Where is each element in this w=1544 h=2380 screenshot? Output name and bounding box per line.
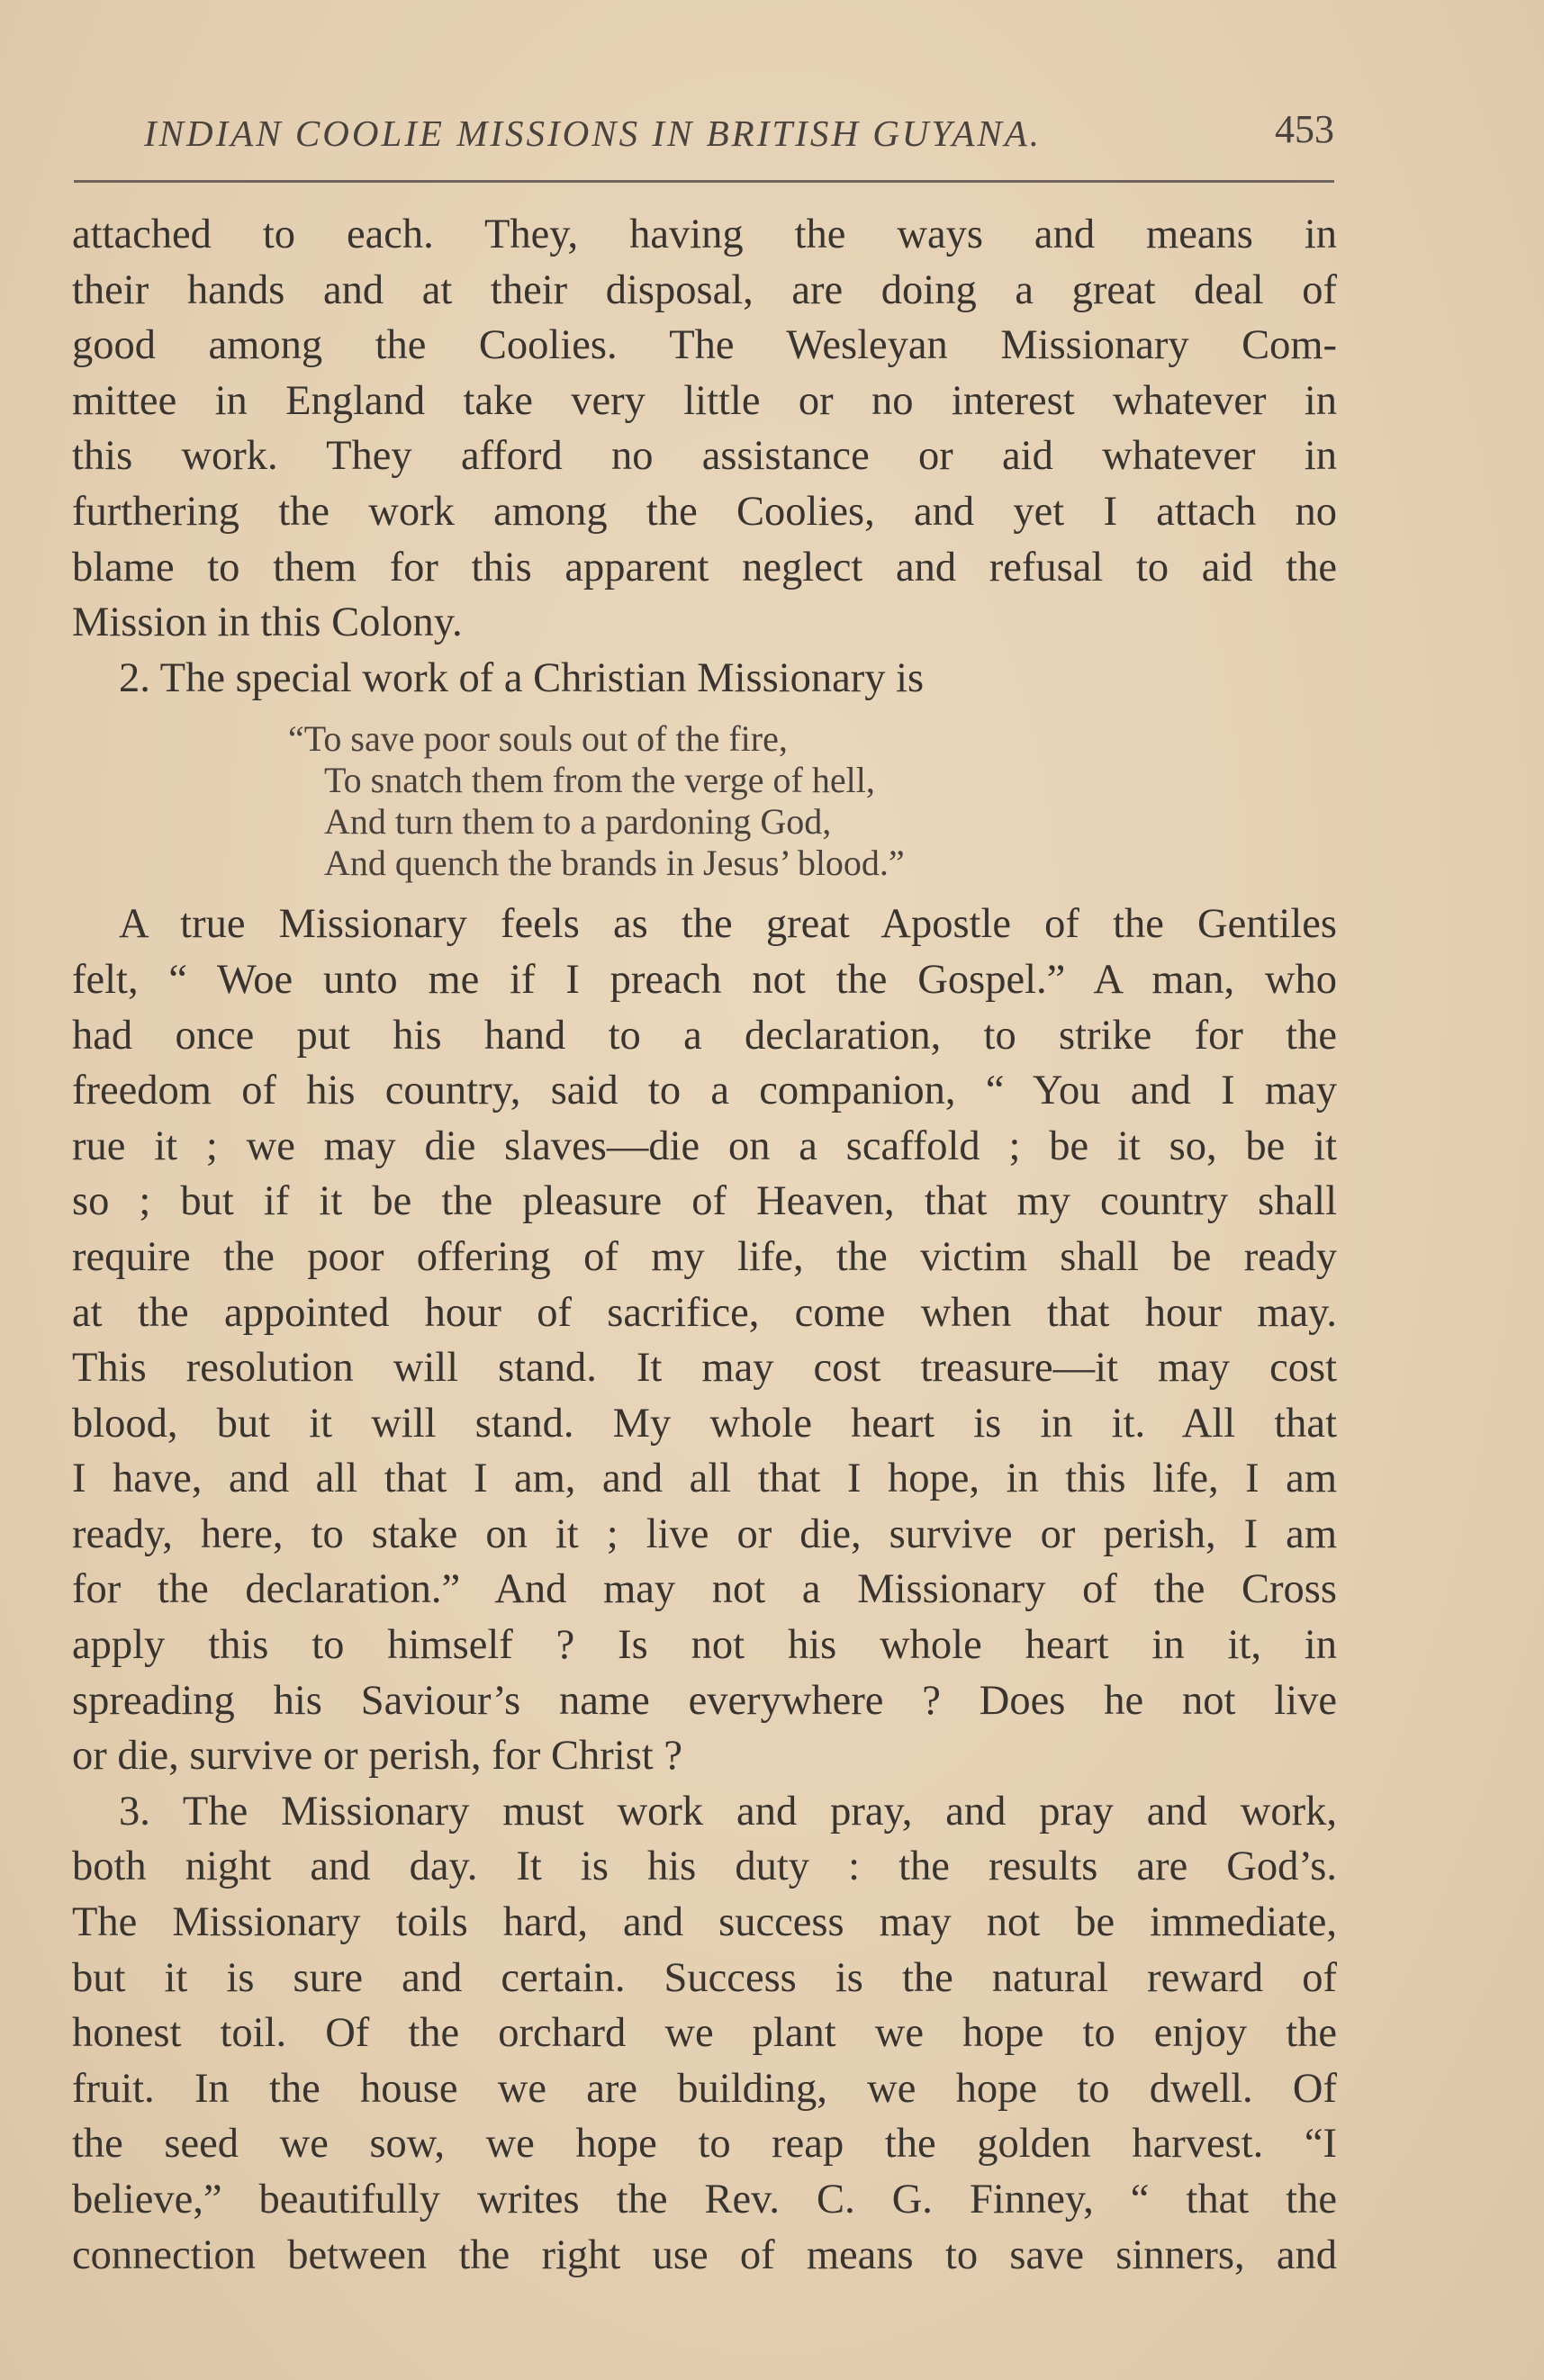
text-line: mittee in England take very little or no interest whatever in — [72, 377, 1337, 424]
page-header — [72, 99, 1332, 162]
paragraph-3 — [72, 897, 1337, 1784]
text-line: connection between the right use of means to save sinners, and — [72, 2231, 1337, 2278]
verse-line: And turn them to a pardoning God, — [324, 801, 832, 843]
text-line: require the poor offering of my life, the victim shall be ready — [72, 1233, 1337, 1280]
body-text — [72, 207, 1337, 2283]
verse-line: “To save poor souls out of the fire, — [288, 718, 788, 760]
text-line: good among the Coolies. The Wesleyan Missionary Com- — [72, 322, 1337, 369]
text-line: their hands and at their disposal, are doing a great deal of — [72, 266, 1337, 313]
text-line: A true Missionary feels as the great Apostle of the Gentiles — [119, 901, 1337, 948]
page-number: 453 — [1275, 107, 1334, 151]
paragraph-2 — [72, 651, 1337, 707]
text-line: Mission in this Colony. — [72, 600, 463, 646]
text-line: believe,” beautifully writes the Rev. C. G. Finney, “ that the — [72, 2177, 1337, 2222]
text-line: The Missionary toils hard, and success may not be immediate, — [72, 1899, 1337, 1946]
text-line: ready, here, to stake on it ; live or die, survive or perish, I am — [72, 1510, 1337, 1557]
paragraph-4 — [72, 1784, 1337, 2283]
text-line: at the appointed hour of sacrifice, come when that hour may. — [72, 1289, 1337, 1336]
paragraph-1 — [72, 207, 1337, 651]
text-line: felt, “ Woe unto me if I preach not the Gospel.” A man, who — [72, 956, 1337, 1003]
text-line: had once put his hand to a declaration, to strike for the — [72, 1012, 1337, 1059]
text-line: both night and day. It is his duty : the results are God’s. — [72, 1844, 1337, 1890]
text-line: 2. The special work of a Christian Missionary is — [119, 654, 925, 701]
text-line: This resolution will stand. It may cost treasure—it may cost — [72, 1345, 1337, 1392]
text-line: I have, and all that I am, and all that I hope, in this life, I am — [72, 1456, 1337, 1502]
header-rule — [74, 180, 1334, 183]
text-line: apply this to himself ? Is not his whole heart in it, in — [72, 1622, 1337, 1669]
text-line: blame to them for this apparent neglect and refusal to aid the — [72, 544, 1337, 590]
text-line: for the declaration.” And may not a Missionary of the Cross — [72, 1566, 1337, 1613]
running-title: INDIAN COOLIE MISSIONS IN BRITISH GUYANA. — [144, 113, 1043, 154]
text-line: but it is sure and certain. Success is the natural reward of — [72, 1954, 1337, 2001]
text-line: 3. The Missionary must work and pray, and pray and work, — [119, 1788, 1337, 1835]
verse-quotation — [72, 718, 1337, 884]
text-line: blood, but it will stand. My whole heart is in it. All that — [72, 1400, 1337, 1447]
text-line: so ; but if it be the pleasure of Heaven, that my country shall — [72, 1178, 1337, 1225]
text-line: rue it ; we may die slaves—die on a scaffold ; be it so, be it — [72, 1122, 1337, 1169]
text-line: attached to each. They, having the ways and means in — [72, 212, 1337, 257]
text-line: or die, survive or perish, for Christ ? — [72, 1733, 682, 1780]
verse-line: And quench the brands in Jesus’ blood.” — [324, 843, 905, 884]
text-line: spreading his Saviour’s name everywhere ? Does he not live — [72, 1677, 1337, 1724]
verse-line: To snatch them from the verge of hell, — [324, 760, 875, 801]
text-line: the seed we sow, we hope to reap the golden harvest. “I — [72, 2121, 1337, 2168]
text-line: fruit. In the house we are building, we hope to dwell. Of — [72, 2065, 1337, 2112]
text-line: this work. They afford no assistance or aid whatever in — [72, 433, 1337, 480]
text-line: honest toil. Of the orchard we plant we hope to enjoy the — [72, 2010, 1337, 2057]
text-line: freedom of his country, said to a companion, “ You and I may — [72, 1068, 1337, 1114]
text-line: furthering the work among the Coolies, and yet I attach no — [72, 488, 1337, 535]
